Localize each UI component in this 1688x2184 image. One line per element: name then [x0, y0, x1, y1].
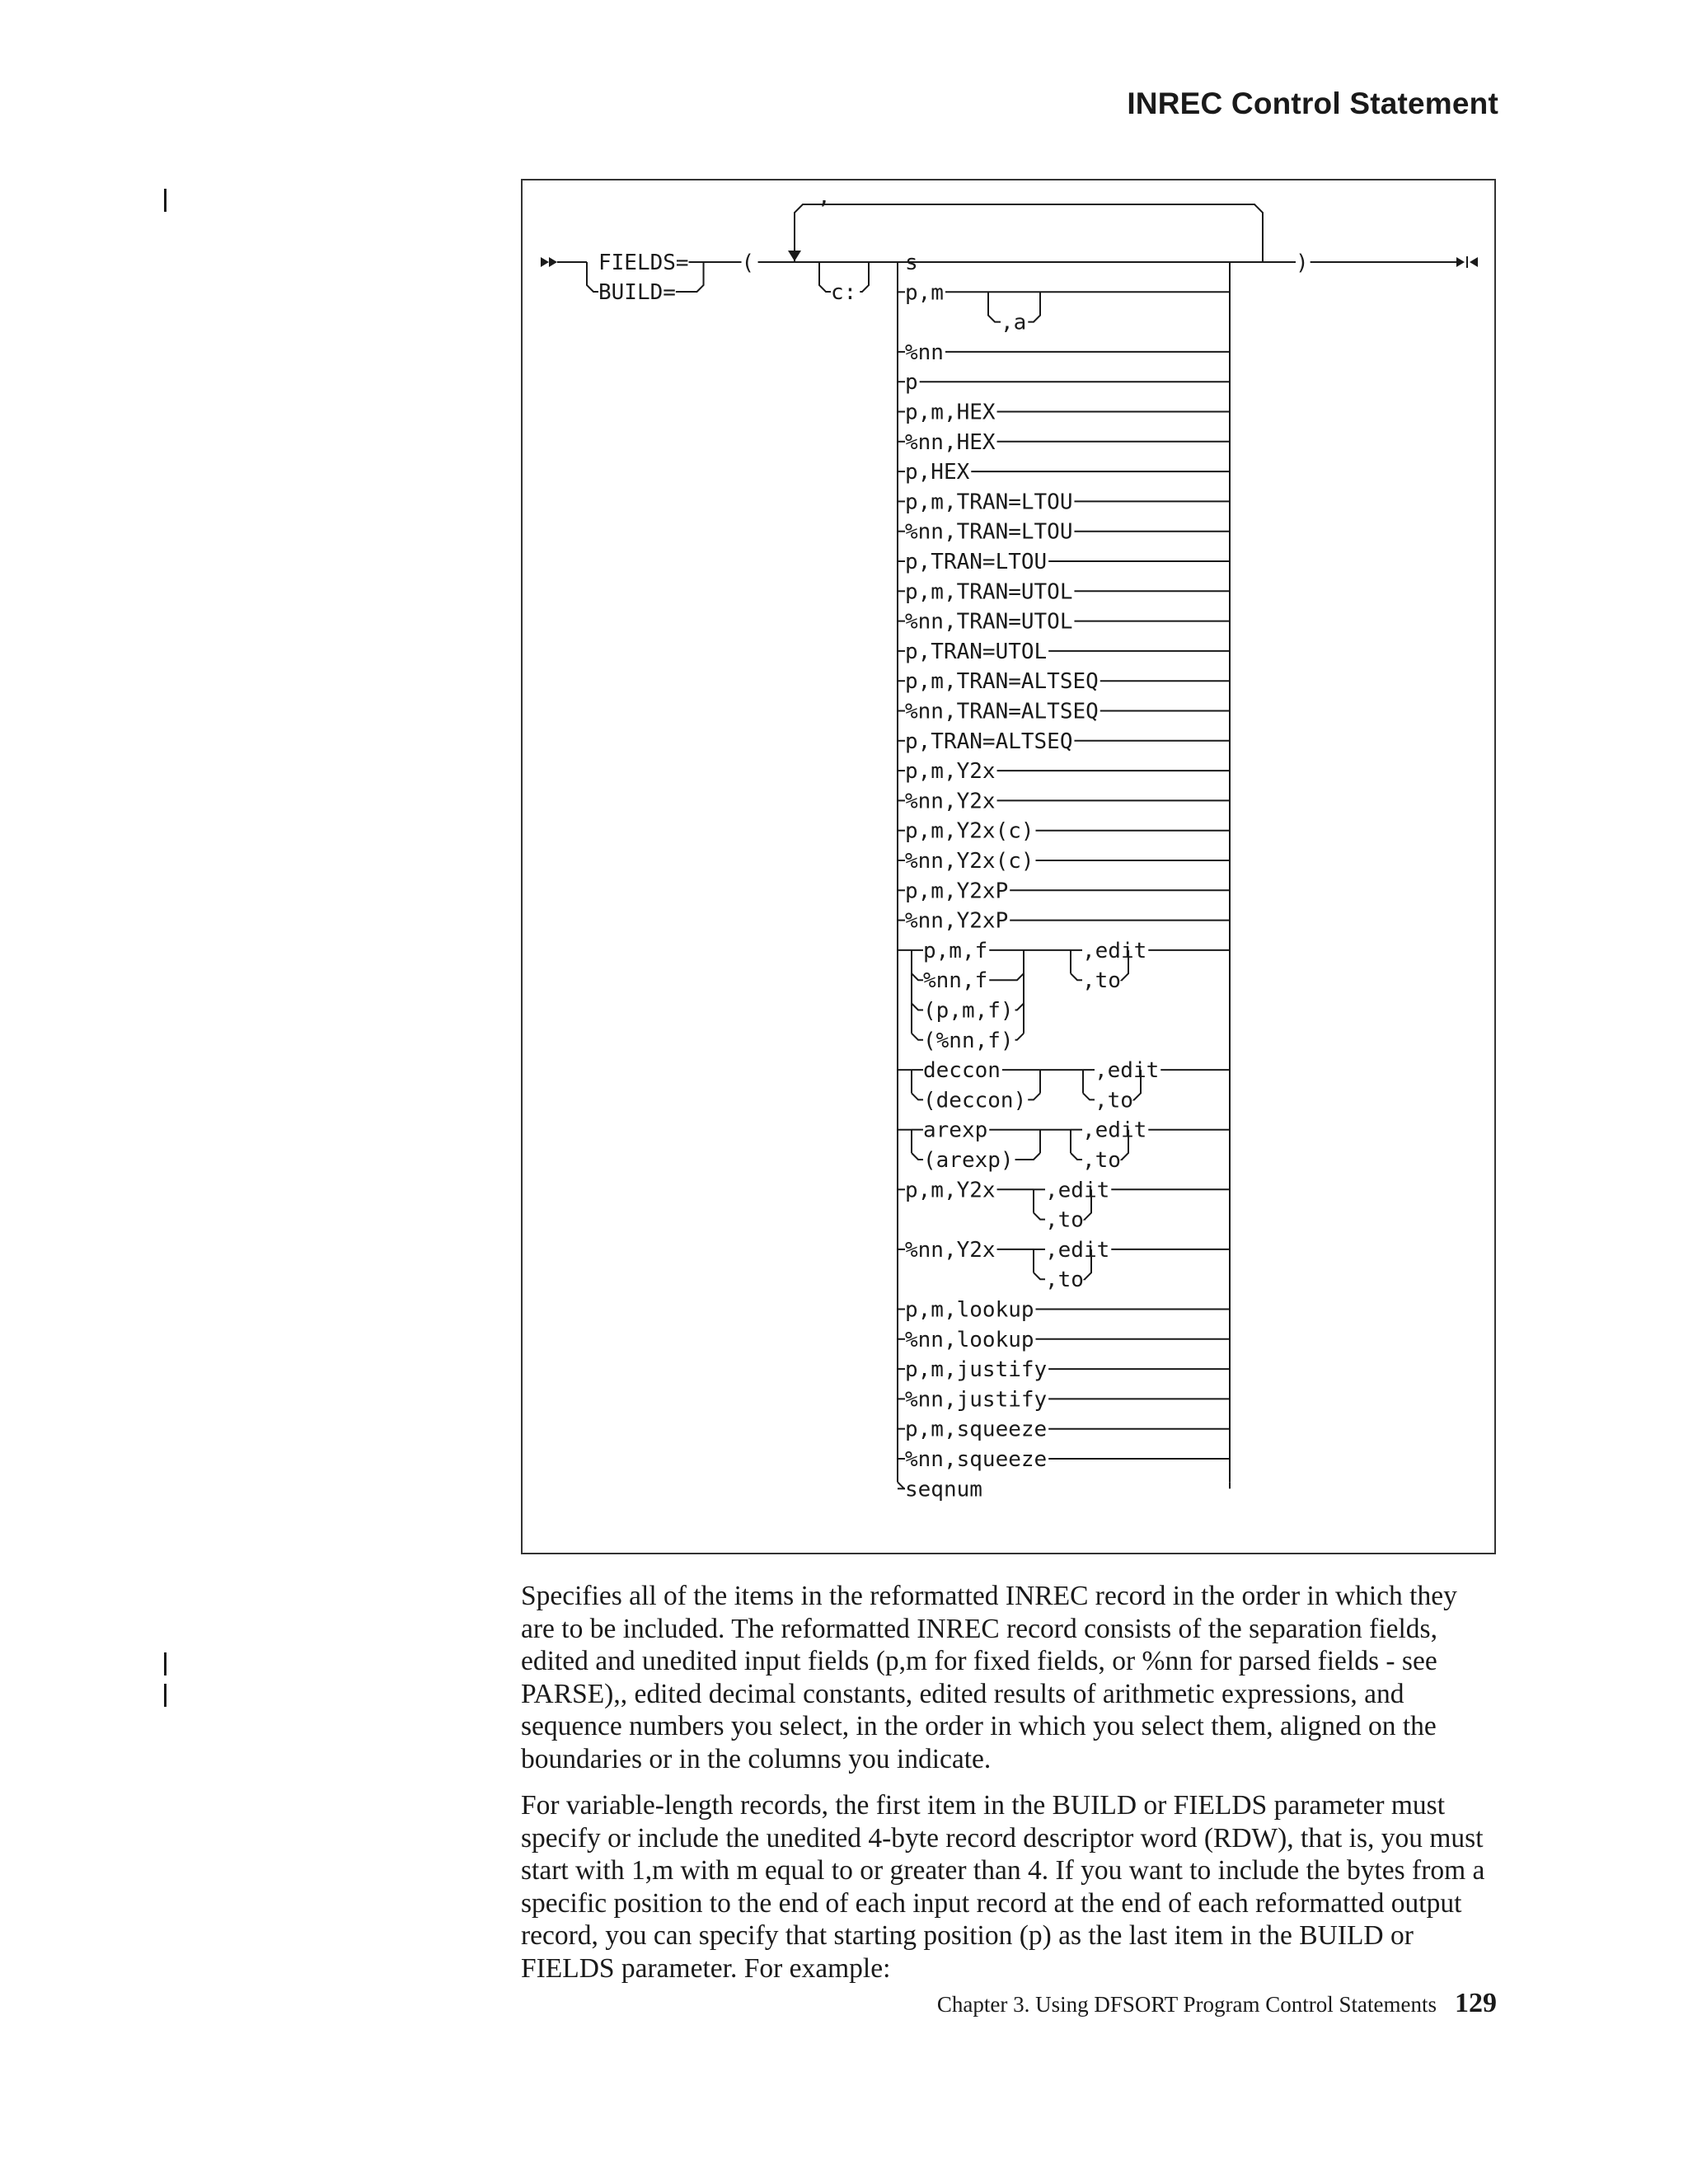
page-footer — [937, 1988, 1497, 2019]
page-header-title: INREC Control Statement — [1127, 87, 1498, 120]
diagram-branch — [898, 1482, 905, 1488]
item-token: p,m,TRAN=UTOL — [905, 579, 1073, 605]
item-token: s — [905, 251, 918, 275]
column-branch — [860, 262, 869, 292]
diagram-branch — [1034, 1272, 1045, 1279]
diagram-branch — [1083, 1093, 1095, 1099]
item-token: p,m — [905, 280, 944, 306]
item-token: %nn — [905, 340, 944, 365]
repeat-arrow-icon — [788, 251, 801, 261]
item-token: deccon — [923, 1058, 1001, 1084]
item-token: %nn,squeeze — [905, 1447, 1048, 1472]
syntax-diagram — [521, 179, 1496, 1554]
paragraph-variable-length: For variable-length records, the first item in the BUILD or FIELDS parameter must specify or include the unedited 4-byte record descriptor word (RDW), that is, you must start with 1,m with m equal to or greater than 4. If you want to include the bytes from a specific position to the end of each input record at the end of each reformatted output record, you can specify that starting position (p) as the last item in the BUILD or FIELDS parameter. For example: — [521, 1790, 1485, 1984]
item-token: (%nn,f) — [923, 1028, 1014, 1053]
a-branch — [1028, 292, 1040, 321]
footer-chapter: Chapter 3. Using DFSORT Program Control Statements — [936, 1992, 1437, 2017]
keyword-fields: FIELDS= — [598, 251, 689, 275]
keyword-branch — [587, 262, 598, 292]
item-token: p,HEX — [905, 460, 970, 485]
item-token: p — [905, 370, 918, 396]
edit-option: ,edit — [1095, 1058, 1160, 1084]
item-token: p,TRAN=UTOL — [905, 639, 1048, 664]
edit-option: ,edit — [1082, 1118, 1147, 1143]
end-arrow-icon — [1470, 257, 1478, 267]
change-bar — [164, 1652, 166, 1675]
item-token: arexp — [923, 1118, 988, 1143]
item-token: p,m,TRAN=ALTSEQ — [905, 669, 1099, 695]
item-token: p,m,lookup — [905, 1297, 1034, 1323]
page-number: 129 — [1455, 1988, 1497, 2018]
diagram-branch — [989, 973, 1024, 980]
repeat-loop — [795, 204, 1263, 262]
diagram-branch — [912, 1153, 923, 1160]
change-bar — [164, 189, 166, 212]
item-token: p,m,Y2x — [905, 1178, 996, 1203]
item-token: p,m,HEX — [905, 400, 996, 425]
item-token: %nn,Y2x — [905, 789, 996, 814]
item-token: %nn,Y2xP — [905, 908, 1009, 934]
item-token: p,m,TRAN=LTOU — [905, 490, 1073, 515]
diagram-branch — [1034, 1213, 1045, 1220]
item-token: %nn,TRAN=ALTSEQ — [905, 699, 1099, 724]
item-token: (deccon) — [923, 1088, 1027, 1113]
paragraph-description: Specifies all of the items in the reformatted INREC record in the order in which they are to be included. The reformatted INREC record consists of the separation fields, edited and unedited input fields (p,m for fixed fields, or %nn for parsed fields - see PARSE),, edited decimal constants, edited results of arithmetic expressions, and sequence numbers you select, in the order in which you select them, aligned on the boundaries or in the columns you indicate. — [521, 1581, 1457, 1774]
column-prefix: c: — [831, 280, 857, 305]
item-token: %nn,f — [923, 968, 988, 994]
item-token: %nn,Y2x(c) — [905, 849, 1034, 874]
open-paren: ( — [741, 251, 755, 275]
keyword-build: BUILD= — [598, 280, 676, 305]
item-token: p,TRAN=LTOU — [905, 550, 1048, 574]
a-branch — [988, 292, 1001, 321]
item-token: p,m,Y2xP — [905, 879, 1009, 904]
diagram-branch — [912, 1033, 923, 1040]
start-arrow-icon — [549, 257, 557, 267]
column-branch — [819, 262, 831, 292]
item-token: (arexp) — [923, 1148, 1014, 1173]
diagram-branch — [1028, 1093, 1040, 1099]
diagram-branch — [1071, 973, 1082, 980]
item-token: p,m,squeeze — [905, 1417, 1048, 1442]
diagram-branch — [1071, 1153, 1082, 1160]
diagram-branch — [912, 973, 923, 980]
diagram-branch — [912, 1004, 923, 1010]
edit-option: ,edit — [1045, 1178, 1110, 1203]
diagram-branch — [912, 1093, 923, 1099]
edit-option: ,edit — [1045, 1237, 1110, 1263]
start-arrow-icon — [541, 257, 549, 267]
item-token: p,m,justify — [905, 1357, 1048, 1383]
item-token: (p,m,f) — [923, 998, 1014, 1024]
item-token: %nn,TRAN=LTOU — [905, 519, 1073, 545]
to-option: ,to — [1045, 1207, 1084, 1233]
item-token: %nn,justify — [905, 1387, 1048, 1413]
edit-option: ,edit — [1082, 938, 1147, 963]
diagram-branch — [1015, 1004, 1024, 1010]
railroad-svg — [523, 180, 1498, 1556]
diagram-branch — [1015, 1033, 1024, 1040]
item-token: %nn,HEX — [905, 429, 996, 455]
diagram-branch — [1015, 1153, 1040, 1160]
item-token: seqnum — [905, 1477, 982, 1502]
close-paren: ) — [1296, 251, 1309, 275]
item-token: p,m,f — [923, 938, 988, 963]
item-token: %nn,TRAN=UTOL — [905, 609, 1073, 635]
to-option: ,to — [1082, 1148, 1121, 1173]
to-option: ,to — [1095, 1088, 1133, 1113]
item-token: p,m,Y2x — [905, 759, 996, 785]
item-token: %nn,Y2x — [905, 1237, 996, 1263]
item-token: p,m,Y2x(c) — [905, 818, 1034, 844]
item-token: p,TRAN=ALTSEQ — [905, 729, 1073, 754]
to-option: ,to — [1082, 968, 1121, 994]
repeat-separator: , — [818, 185, 831, 209]
end-arrow-icon — [1456, 257, 1465, 267]
a-option: ,a — [1001, 310, 1027, 335]
change-bar — [164, 1684, 166, 1707]
to-option: ,to — [1045, 1268, 1084, 1293]
item-token: %nn,lookup — [905, 1327, 1034, 1352]
